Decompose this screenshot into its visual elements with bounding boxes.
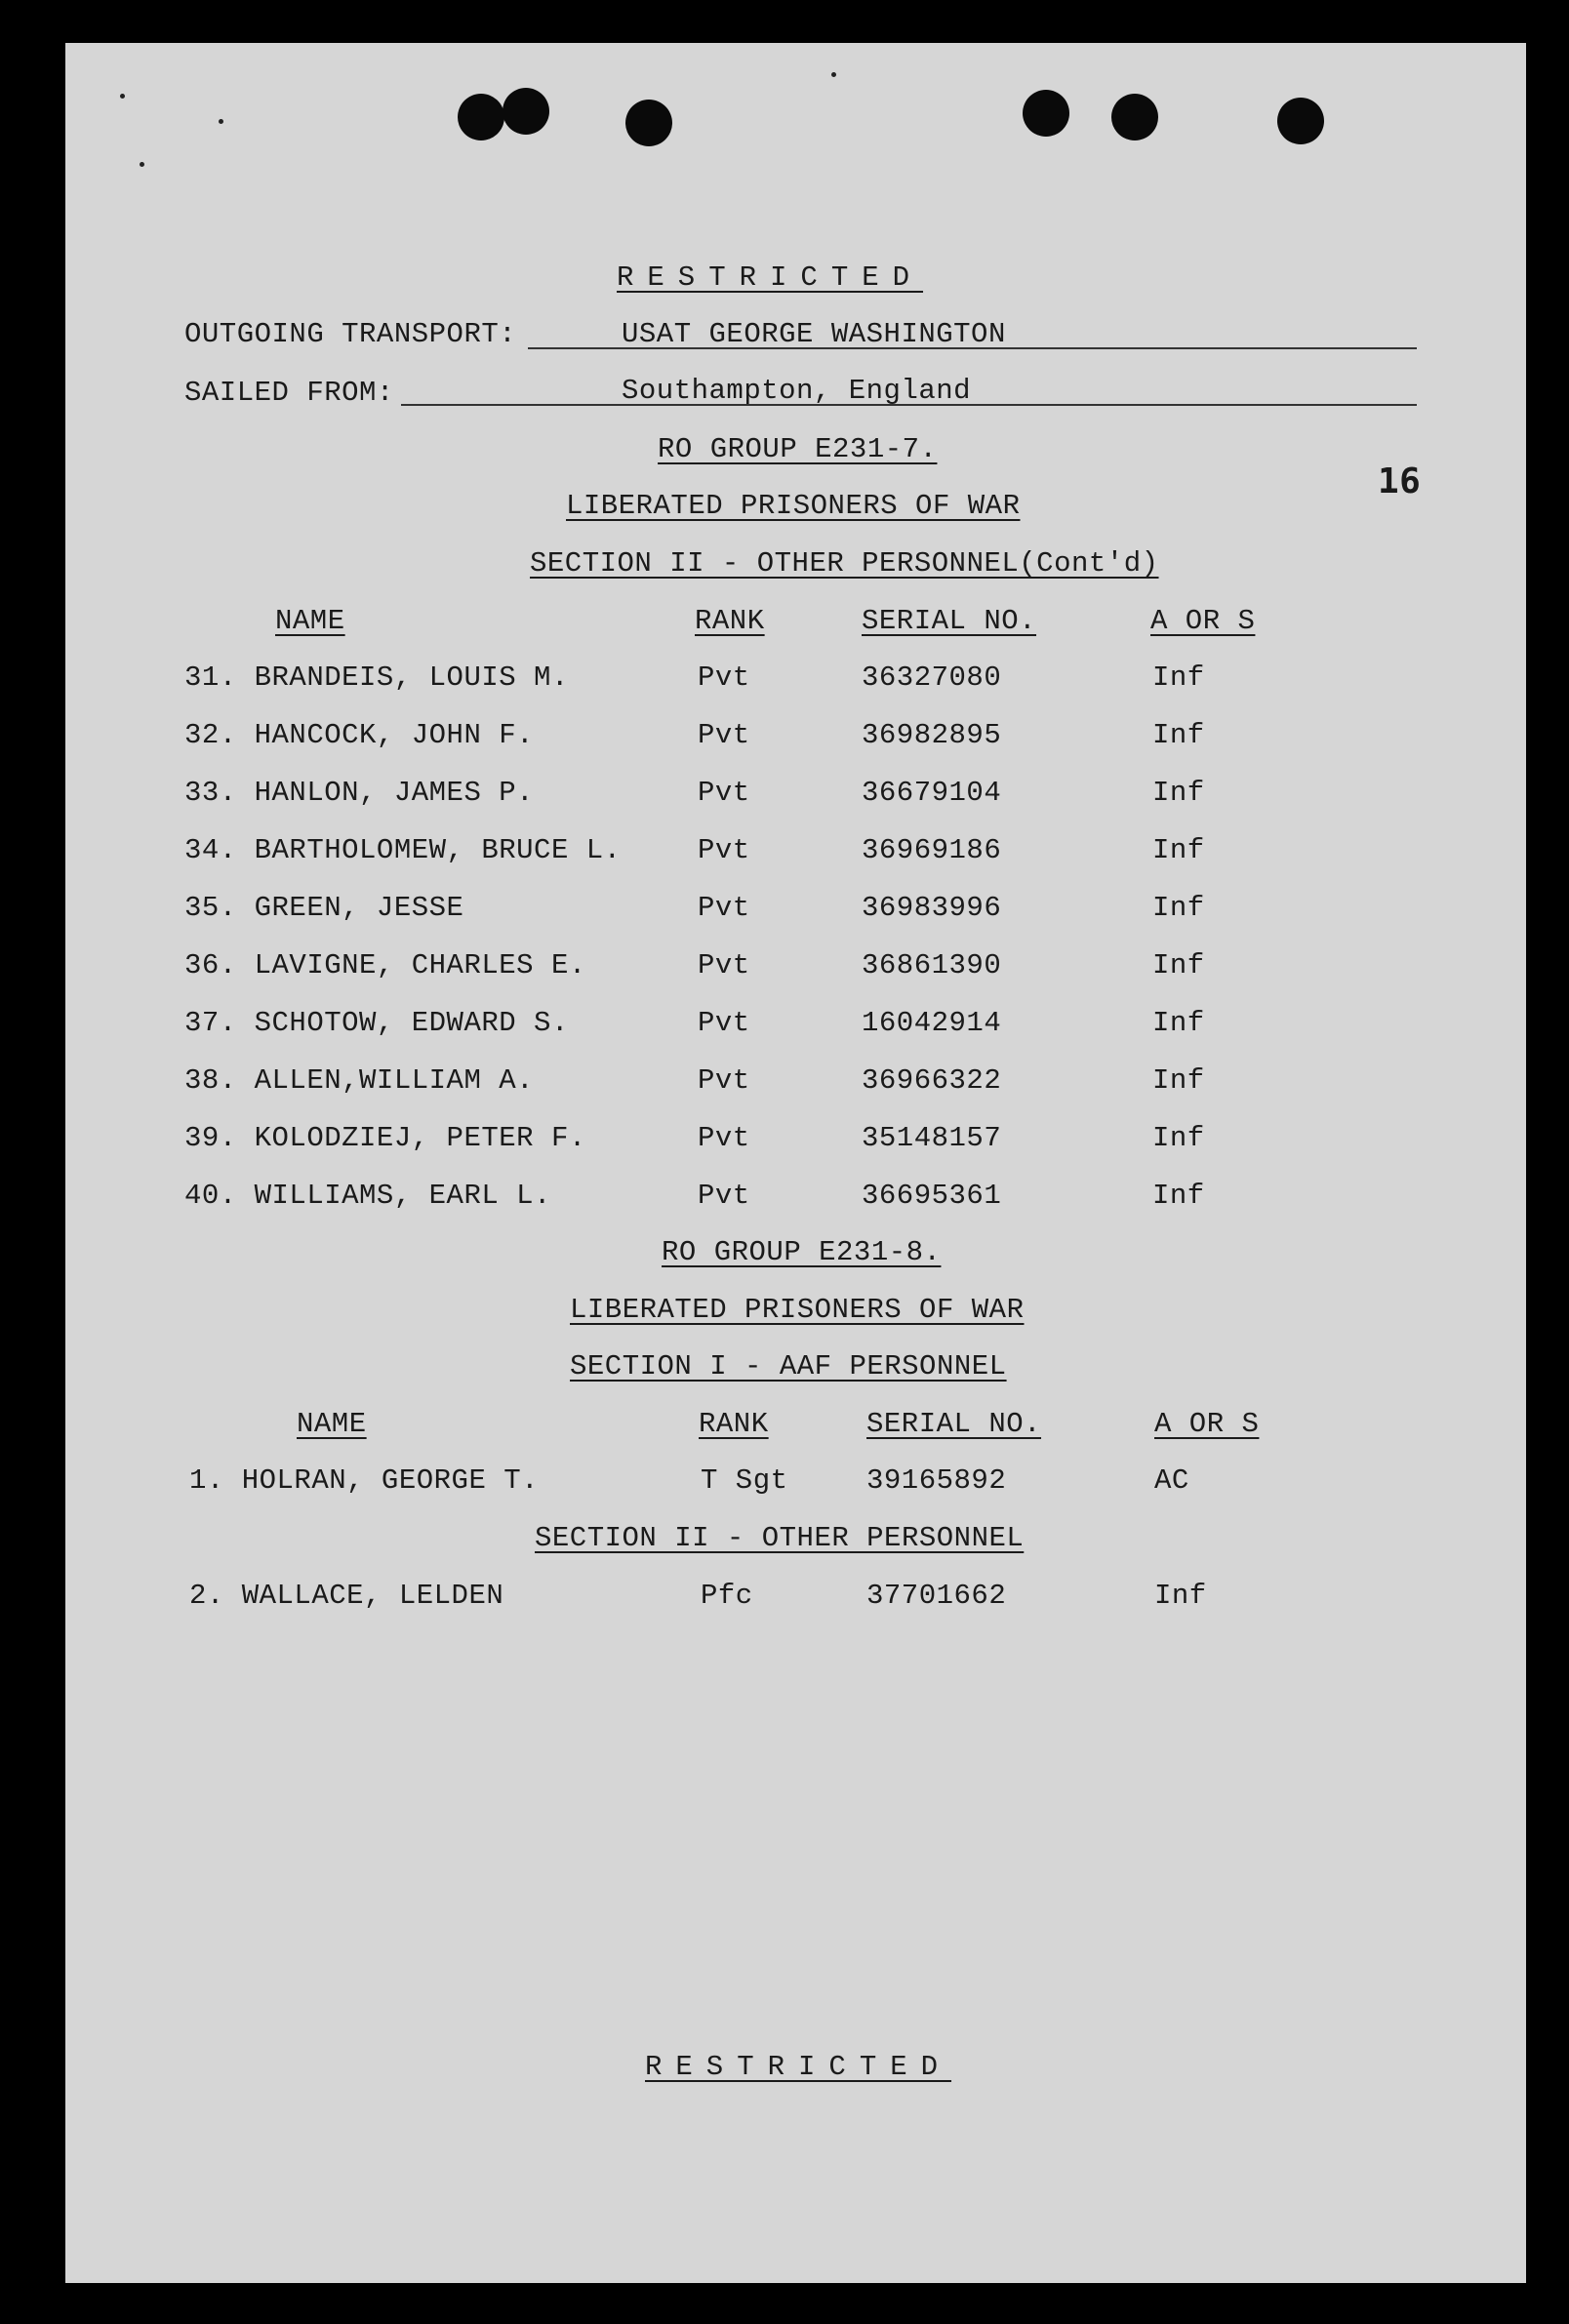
- row-arm: Inf: [1152, 661, 1205, 694]
- table-row: [65, 951, 1526, 990]
- row-name: 36. LAVIGNE, CHARLES E.: [184, 949, 586, 982]
- row-arm: Inf: [1152, 834, 1205, 866]
- group-subtitle: LIBERATED PRISONERS OF WAR: [570, 1294, 1025, 1326]
- table-row: [65, 779, 1526, 818]
- restricted-header: RESTRICTED: [617, 261, 924, 294]
- row-serial: 36983996: [862, 892, 1002, 924]
- table-row: [65, 663, 1526, 702]
- section-title: SECTION II - OTHER PERSONNEL(Cont'd): [530, 547, 1159, 580]
- row-serial: 16042914: [862, 1007, 1002, 1039]
- row-rank: Pvt: [698, 719, 750, 751]
- page-number: 16: [1378, 461, 1422, 501]
- restricted-footer: RESTRICTED: [645, 2051, 952, 2083]
- row-name: 2. WALLACE, LELDEN: [189, 1580, 504, 1612]
- row-arm: Inf: [1152, 777, 1205, 809]
- row-arm: AC: [1154, 1464, 1189, 1497]
- column-header-arm: A OR S: [1154, 1408, 1260, 1440]
- row-rank: Pvt: [698, 1180, 750, 1212]
- row-name: 40. WILLIAMS, EARL L.: [184, 1180, 551, 1212]
- row-serial: 36861390: [862, 949, 1002, 982]
- row-rank: Pvt: [698, 1007, 750, 1039]
- punch-hole: [1111, 94, 1158, 140]
- punch-hole: [1023, 90, 1069, 137]
- table-row: [65, 836, 1526, 875]
- row-rank: Pvt: [698, 1122, 750, 1154]
- speck: [120, 94, 125, 99]
- outgoing-transport-value: USAT GEORGE WASHINGTON: [622, 318, 1006, 350]
- section-title: SECTION II - OTHER PERSONNEL: [535, 1522, 1025, 1554]
- row-name: 37. SCHOTOW, EDWARD S.: [184, 1007, 569, 1039]
- row-serial: 36966322: [862, 1064, 1002, 1097]
- row-name: 35. GREEN, JESSE: [184, 892, 464, 924]
- column-header-rank: RANK: [699, 1408, 769, 1440]
- row-serial: 37701662: [866, 1580, 1007, 1612]
- punch-hole: [1277, 98, 1324, 144]
- row-arm: Inf: [1154, 1580, 1207, 1612]
- row-arm: Inf: [1152, 949, 1205, 982]
- speck: [831, 72, 836, 77]
- table-row: [65, 1124, 1526, 1163]
- punch-hole: [458, 94, 504, 140]
- table-row: [65, 1466, 1526, 1505]
- row-serial: 35148157: [862, 1122, 1002, 1154]
- row-serial: 39165892: [866, 1464, 1007, 1497]
- row-name: 31. BRANDEIS, LOUIS M.: [184, 661, 569, 694]
- row-serial: 36982895: [862, 719, 1002, 751]
- outgoing-transport-label: OUTGOING TRANSPORT:: [184, 318, 517, 350]
- column-header-rank: RANK: [695, 605, 765, 637]
- speck: [219, 119, 223, 124]
- row-rank: T Sgt: [701, 1464, 788, 1497]
- row-name: 1. HOLRAN, GEORGE T.: [189, 1464, 540, 1497]
- row-rank: Pvt: [698, 661, 750, 694]
- column-header-arm: A OR S: [1150, 605, 1256, 637]
- table-row: [65, 1582, 1526, 1621]
- column-header-serial: SERIAL NO.: [866, 1408, 1042, 1440]
- row-serial: 36679104: [862, 777, 1002, 809]
- row-rank: Pvt: [698, 777, 750, 809]
- sailed-from-value: Southampton, England: [622, 375, 972, 407]
- row-rank: Pvt: [698, 949, 750, 982]
- row-arm: Inf: [1152, 719, 1205, 751]
- punch-hole: [503, 88, 549, 135]
- table-row: [65, 1182, 1526, 1221]
- row-name: 32. HANCOCK, JOHN F.: [184, 719, 535, 751]
- row-arm: Inf: [1152, 1122, 1205, 1154]
- column-header-serial: SERIAL NO.: [862, 605, 1037, 637]
- group-title: RO GROUP E231-7.: [658, 433, 938, 465]
- speck: [140, 162, 144, 167]
- row-arm: Inf: [1152, 1064, 1205, 1097]
- column-header-name: NAME: [297, 1408, 367, 1440]
- row-arm: Inf: [1152, 1007, 1205, 1039]
- table-row: [65, 721, 1526, 760]
- document-page: [65, 43, 1526, 2283]
- row-arm: Inf: [1152, 892, 1205, 924]
- table-row: [65, 1066, 1526, 1105]
- row-name: 34. BARTHOLOMEW, BRUCE L.: [184, 834, 622, 866]
- row-rank: Pvt: [698, 834, 750, 866]
- row-name: 39. KOLODZIEJ, PETER F.: [184, 1122, 586, 1154]
- row-rank: Pvt: [698, 892, 750, 924]
- column-header-name: NAME: [275, 605, 345, 637]
- punch-hole: [625, 100, 672, 146]
- group-title: RO GROUP E231-8.: [662, 1236, 942, 1268]
- row-rank: Pfc: [701, 1580, 753, 1612]
- row-name: 33. HANLON, JAMES P.: [184, 777, 535, 809]
- row-serial: 36969186: [862, 834, 1002, 866]
- row-name: 38. ALLEN,WILLIAM A.: [184, 1064, 535, 1097]
- table-row: [65, 1009, 1526, 1048]
- row-serial: 36695361: [862, 1180, 1002, 1212]
- table-row: [65, 894, 1526, 933]
- sailed-from-label: SAILED FROM:: [184, 377, 394, 409]
- row-serial: 36327080: [862, 661, 1002, 694]
- group-subtitle: LIBERATED PRISONERS OF WAR: [566, 490, 1021, 522]
- row-rank: Pvt: [698, 1064, 750, 1097]
- row-arm: Inf: [1152, 1180, 1205, 1212]
- section-title: SECTION I - AAF PERSONNEL: [570, 1350, 1007, 1382]
